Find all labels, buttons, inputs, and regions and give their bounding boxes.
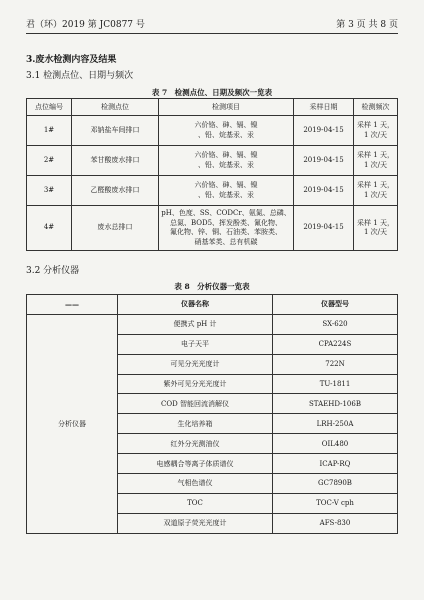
point-no: 4# [27, 206, 72, 251]
instrument-name: 双道原子荧光光度计 [118, 513, 273, 533]
section-title: 3.废水检测内容及结果 [26, 55, 117, 65]
instrument-name: 便携式 pH 计 [118, 314, 273, 334]
frequency: 采样 1 天，1 次/天 [354, 146, 398, 176]
instrument-name: 紫外可见分光光度计 [118, 374, 273, 394]
instrument-name: 生化培养箱 [118, 414, 273, 434]
sampling-date: 2019-04-15 [294, 116, 354, 146]
table7-caption: 表 7 检测点位、日期及频次一览表 [151, 88, 273, 97]
instrument-model: OIL480 [273, 434, 398, 454]
table8-caption: 表 8 分析仪器一览表 [174, 282, 250, 291]
frequency: 采样 1 天，1 次/天 [354, 176, 398, 206]
instrument-name: 气相色谱仪 [118, 474, 273, 494]
table-row [27, 146, 398, 176]
instrument-name: 电子天平 [118, 334, 273, 354]
point-no: 3# [27, 176, 72, 206]
instrument-model: AFS-830 [273, 513, 398, 533]
sampling-date: 2019-04-15 [294, 146, 354, 176]
point-no: 2# [27, 146, 72, 176]
table-row [27, 206, 398, 251]
instrument-table [26, 294, 398, 534]
col-header-point-no: 点位编号 [27, 99, 72, 116]
instrument-model: TU-1811 [273, 374, 398, 394]
page-header [26, 12, 398, 34]
instrument-group-label: 分析仪器 [27, 314, 118, 533]
instrument-name: COD 智能回流消解仪 [118, 394, 273, 414]
subsection-title-1: 3.1 检测点位、日期与频次 [26, 71, 134, 81]
instrument-model: LRH-250A [273, 414, 398, 434]
col-header-date: 采样日期 [294, 99, 354, 116]
col-header-frequency: 检测频次 [354, 99, 398, 116]
sampling-date: 2019-04-15 [294, 176, 354, 206]
frequency: 采样 1 天，1 次/天 [354, 206, 398, 251]
test-items-line: 氟化物、锌、铜、石油类、苯胺类、 [170, 228, 282, 236]
instrument-model: STAEHD-106B [273, 394, 398, 414]
test-items [159, 206, 294, 251]
table-row [27, 116, 398, 146]
instrument-model: SX-620 [273, 314, 398, 334]
test-items-line: 硝基苯类、总有机碳 [194, 237, 258, 246]
report-number: 君（环）2019 第 JC0877 号 [26, 20, 145, 30]
test-items-line: 、铅、烷基汞、汞 [198, 190, 254, 199]
point-location: 废水总排口 [72, 206, 159, 251]
sampling-date: 2019-04-15 [294, 206, 354, 251]
test-items-line: pH、色度、SS、CODCr、氨氮、总磷、 [161, 209, 291, 217]
subsection-title-2: 3.2 分析仪器 [26, 266, 80, 276]
point-location: 苯甘酸废水排口 [72, 146, 159, 176]
point-location: 乙醛酸废水排口 [72, 176, 159, 206]
table-header-row [27, 295, 398, 315]
test-items [159, 116, 294, 146]
point-location: 邓钠盐车间排口 [72, 116, 159, 146]
instrument-name: 红外分光测油仪 [118, 434, 273, 454]
instrument-model: 722N [273, 354, 398, 374]
test-items-line: 六价铬、砷、镉、镍 [194, 151, 258, 159]
test-items-line: 、铅、烷基汞、汞 [198, 160, 254, 169]
col-header-category: —— [27, 295, 118, 315]
instrument-name: 可见分光光度计 [118, 354, 273, 374]
sampling-table [26, 98, 398, 251]
col-header-location: 检测点位 [72, 99, 159, 116]
test-items [159, 146, 294, 176]
frequency: 采样 1 天，1 次/天 [354, 116, 398, 146]
col-header-model: 仪器型号 [273, 295, 398, 315]
col-header-items: 检测项目 [159, 99, 294, 116]
test-items-line: 、铅、烷基汞、汞 [198, 130, 254, 139]
page-number: 第 3 页 共 8 页 [336, 20, 398, 30]
point-no: 1# [27, 116, 72, 146]
instrument-model: CPA224S [273, 334, 398, 354]
instrument-name: 电感耦合等离子体质谱仪 [118, 454, 273, 474]
instrument-model: GC7890B [273, 474, 398, 494]
test-items-line: 六价铬、砷、镉、镍 [194, 181, 258, 189]
instrument-name: TOC [118, 493, 273, 513]
instrument-model: TOC-V cph [273, 493, 398, 513]
test-items-line: 六价铬、砷、镉、镍 [194, 121, 258, 129]
table-row [27, 314, 398, 334]
test-items [159, 176, 294, 206]
test-items-line: 总氮、BOD5、挥发酚类、氰化物、 [169, 218, 283, 227]
col-header-instrument-name: 仪器名称 [118, 295, 273, 315]
table-header-row [27, 99, 398, 116]
instrument-model: ICAP-RQ [273, 454, 398, 474]
table-row [27, 176, 398, 206]
